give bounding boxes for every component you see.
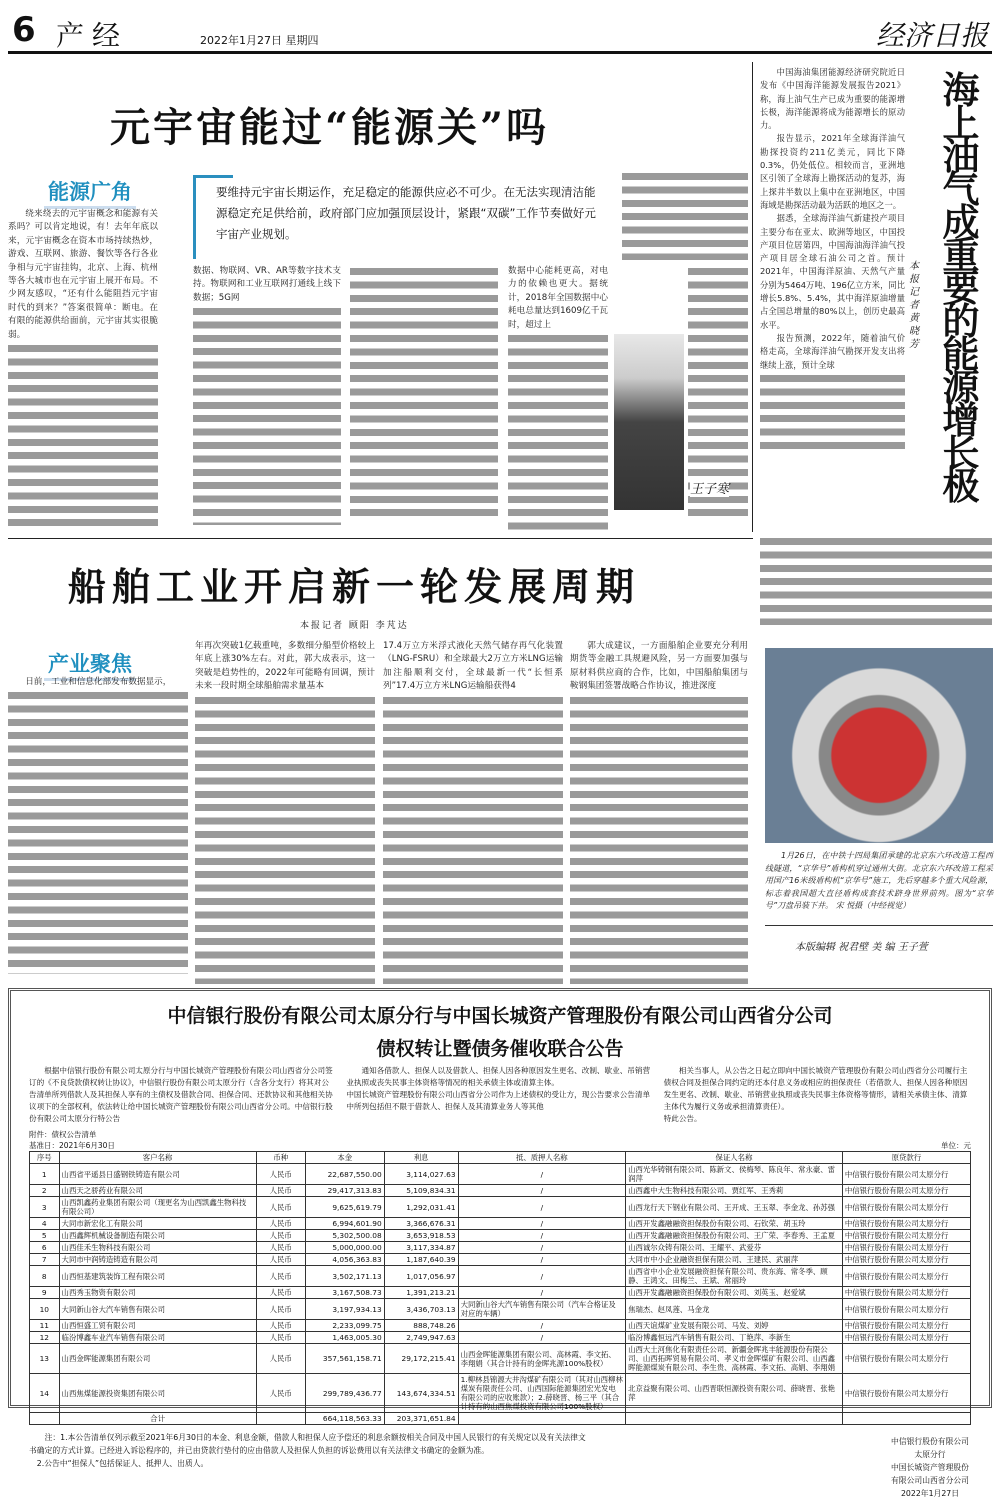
issue-date: 2022年1月27日 星期四 bbox=[200, 34, 319, 47]
story3-col2: 年再次突破1亿载重吨，多数细分船型价格较上年底上涨30%左右。对此，郭大成表示，这一突破是趋势性的，2022年可能略有回调，预计未来一段时期全球船舶需求量基本 bbox=[195, 640, 375, 985]
table-cell: 3,366,676.31 bbox=[384, 1218, 458, 1230]
table-cell: 北京益聚有限公司、山西晋联恒源投资有限公司、薛晓晋、张艳萍 bbox=[626, 1374, 843, 1413]
table-cell: 1,187,640.39 bbox=[384, 1254, 458, 1266]
table-cell: 5,302,500.08 bbox=[305, 1230, 384, 1242]
kicker-industry: 产业聚焦 bbox=[30, 648, 150, 681]
notice-text bbox=[29, 1065, 971, 1125]
table-cell: 大同市中润铸造铸造有限公司 bbox=[59, 1254, 256, 1266]
headline-shipbuilding: 船舶工业开启新一轮发展周期 bbox=[68, 564, 641, 609]
table-cell: / bbox=[458, 1197, 626, 1218]
author-photo bbox=[614, 290, 684, 510]
table-cell: 中信银行股份有限公司太原分行 bbox=[842, 1254, 970, 1266]
news-photo-tunnel-boring bbox=[765, 648, 993, 843]
table-cell: 山西大土河焦化有限责任公司、新疆金晖兆丰能源股份有限公司、山西拓晖贸易有限公司、孝义市金晖煤矿有限公司、山西鑫晖能源煤炭有限公司、李生贵、高林霞、李文拓、高娟、李翔娟 bbox=[626, 1344, 843, 1374]
table-cell: 大同市中小企业融资担保有限公司、王建民、武丽萍 bbox=[626, 1254, 843, 1266]
story1-col1: 绕来绕去的元宇宙概念和能源有关系吗？可以肯定地说，有！去年年底以来，元宇宙概念在资本市场持续热炒，游戏、互联网、旅游、餐饮等各行各业争相与元宇宙挂钩，北京、上海、杭州等各大城市也在元宇宙上展开布局。不少网友感叹，“还有什么能阻挡元宇宙时代的到来？”答案很简单：断电。在有限的能源供给面前，元宇宙其实很脆弱。 bbox=[8, 208, 158, 520]
total-principal: 664,118,563.33 bbox=[305, 1413, 384, 1425]
table-cell: / bbox=[458, 1242, 626, 1254]
table-cell: 5,000,000.00 bbox=[305, 1242, 384, 1254]
table-cell: 大同市新宏化工有限公司 bbox=[59, 1218, 256, 1230]
table-cell: 中信银行股份有限公司太原分行 bbox=[842, 1218, 970, 1230]
table-row bbox=[30, 1242, 971, 1254]
table-cell: / bbox=[458, 1185, 626, 1197]
table-cell: 2 bbox=[30, 1185, 60, 1197]
table-cell: 山西恒基建筑装饰工程有限公司 bbox=[59, 1266, 256, 1287]
table-row bbox=[30, 1185, 971, 1197]
total-label: 合计 bbox=[59, 1413, 256, 1425]
table-cell: 299,789,436.77 bbox=[305, 1374, 384, 1413]
column-header: 序号 bbox=[30, 1152, 60, 1164]
text-block bbox=[570, 694, 748, 984]
table-cell: 山西鑫中大生物科技有限公司、贾红军、王秀莉 bbox=[626, 1185, 843, 1197]
table-header-row bbox=[30, 1152, 971, 1164]
signers bbox=[589, 1431, 971, 1500]
table-cell: 中信银行股份有限公司太原分行 bbox=[842, 1185, 970, 1197]
signer-1: 中信银行股份有限公司太原分行 bbox=[891, 1437, 969, 1459]
table-cell: 中信银行股份有限公司太原分行 bbox=[842, 1230, 970, 1242]
table-cell: 山西开发鑫融融资担保股份有限公司、石钦荣、胡玉玲 bbox=[626, 1218, 843, 1230]
sign-date: 2022年1月27日 bbox=[900, 1489, 960, 1498]
table-cell: 6 bbox=[30, 1242, 60, 1254]
table-cell: 3,117,334.87 bbox=[384, 1242, 458, 1254]
table-cell: 人民币 bbox=[256, 1218, 305, 1230]
notes bbox=[29, 1431, 589, 1500]
table-cell: 山西诚尔众铸有限公司、王耀平、武爱芬 bbox=[626, 1242, 843, 1254]
section-divider bbox=[8, 538, 753, 539]
table-cell: 1,391,213.21 bbox=[384, 1287, 458, 1299]
table-cell: 1,463,005.30 bbox=[305, 1332, 384, 1344]
table-row bbox=[30, 1218, 971, 1230]
table-cell: 11 bbox=[30, 1320, 60, 1332]
column-header: 保证人名称 bbox=[626, 1152, 843, 1164]
table-cell: 人民币 bbox=[256, 1332, 305, 1344]
table-cell: 14 bbox=[30, 1374, 60, 1413]
table-cell: 山西天谊煤矿业发展有限公司、马发、刘婷 bbox=[626, 1320, 843, 1332]
table-row bbox=[30, 1266, 971, 1287]
page-number: 6 bbox=[12, 10, 36, 50]
table-cell: 7 bbox=[30, 1254, 60, 1266]
table-cell: 1.柳林县锦源大井沟煤矿有限公司（其对山西柳林煤炭有限责任公司、山西国际能源集团宏光发电有限公司的应收账款）；2.薛晓晋、杨三平（其合计持有的山西焦煤投资有限公司100%股权） bbox=[458, 1374, 626, 1413]
table-row bbox=[30, 1254, 971, 1266]
signer-2: 中国长城资产管理股份有限公司山西省分公司 bbox=[891, 1463, 969, 1485]
masthead bbox=[8, 10, 992, 54]
table-cell: 山西凯鑫药业集团有限公司（现更名为山西凯鑫生物科技有限公司） bbox=[59, 1197, 256, 1218]
table-cell: 临汾博鑫恒远汽车销售有限公司、丁艳萍、李新生 bbox=[626, 1332, 843, 1344]
table-cell: 山西恒盛工贸有限公司 bbox=[59, 1320, 256, 1332]
table-row bbox=[30, 1230, 971, 1242]
notice-title-2: 债权转让暨债务催收联合公告 bbox=[376, 1038, 624, 1060]
story1-col4: 数据中心能耗更高，对电力的依赖也更大。据统计，2018年全国数据中心耗电总量达到1609亿千瓦时，超过上 bbox=[508, 265, 608, 520]
table-cell: 大同新山谷大汽车销售有限公司（汽车合格证及对应的车辆） bbox=[458, 1299, 626, 1320]
table-cell: 山西天之骄药业有限公司 bbox=[59, 1185, 256, 1197]
table-cell: 3,502,171.13 bbox=[305, 1266, 384, 1287]
table-cell: 中信银行股份有限公司太原分行 bbox=[842, 1242, 970, 1254]
table-cell: 人民币 bbox=[256, 1242, 305, 1254]
table-cell: 3,197,934.13 bbox=[305, 1299, 384, 1320]
text-block bbox=[195, 694, 375, 984]
table-cell: 中信银行股份有限公司太原分行 bbox=[842, 1299, 970, 1320]
pullquote-text: 要维持元宇宙长期运作，充足稳定的能源供应必不可少。在无法实现清洁能源稳定充足供给前，政府部门应加强顶层设计，紧跟“双碳”工作节奏做好元宇宙产业规划。 bbox=[216, 185, 596, 241]
column-rule bbox=[752, 62, 753, 532]
table-cell: 人民币 bbox=[256, 1320, 305, 1332]
table-cell: 人民币 bbox=[256, 1164, 305, 1185]
notice-title-1: 中信银行股份有限公司太原分行与中国长城资产管理股份有限公司山西省分公司 bbox=[167, 1005, 833, 1027]
pullquote-corner bbox=[193, 175, 233, 178]
table-row bbox=[30, 1287, 971, 1299]
table-cell: 6,994,601.90 bbox=[305, 1218, 384, 1230]
table-cell: 中信银行股份有限公司太原分行 bbox=[842, 1332, 970, 1344]
story2-byline: 本报记者 黄晓芳 bbox=[909, 261, 919, 350]
story2-body-wide bbox=[760, 535, 992, 625]
table-cell: 2,749,947.63 bbox=[384, 1332, 458, 1344]
table-cell: 3,114,027.63 bbox=[384, 1164, 458, 1185]
story1-col3 bbox=[350, 265, 498, 520]
table-cell: / bbox=[458, 1266, 626, 1287]
text-block bbox=[8, 689, 188, 974]
table-cell: 29,417,313.83 bbox=[305, 1185, 384, 1197]
table-cell: 山西金晖能源集团有限公司、高林霞、李文拓、李翔娟（其合计持有的金晖兆源100%股权） bbox=[458, 1344, 626, 1374]
table-cell: / bbox=[458, 1254, 626, 1266]
base-date bbox=[29, 1140, 971, 1151]
table-row bbox=[30, 1344, 971, 1374]
note-2: 2.公告中“担保人”包括保证人、抵押人、出质人。 bbox=[36, 1459, 209, 1468]
table-cell: 4 bbox=[30, 1218, 60, 1230]
table-cell: 山西秀玉物资有限公司 bbox=[59, 1287, 256, 1299]
table-cell: 山西省中小企业发展融资担保有限公司、贵东海、常冬季、顾静、王鸿文、田梅兰、王斌、常丽玲 bbox=[626, 1266, 843, 1287]
debt-table bbox=[29, 1151, 971, 1425]
table-cell: 9,625,619.79 bbox=[305, 1197, 384, 1218]
table-cell: 中信银行股份有限公司太原分行 bbox=[842, 1287, 970, 1299]
table-cell: 人民币 bbox=[256, 1185, 305, 1197]
table-cell: 山西鑫辉机械设备制造有限公司 bbox=[59, 1230, 256, 1242]
table-cell: 22,687,550.00 bbox=[305, 1164, 384, 1185]
notice-footer bbox=[29, 1431, 971, 1500]
table-cell: 1,292,031.41 bbox=[384, 1197, 458, 1218]
table-cell: 山西佳禾生物科技有限公司 bbox=[59, 1242, 256, 1254]
column-header: 币种 bbox=[256, 1152, 305, 1164]
table-cell: 3 bbox=[30, 1197, 60, 1218]
table-cell: / bbox=[458, 1218, 626, 1230]
notice-text-col2: 通知各借款人、担保人以及借款人、担保人因各种原因发生更名、改制、歇业、吊销营业执照或丧失民事主体资格等情况的相关承债主体或清算主体。 中国长城资产管理股份有限公司山西省分公司作为上述债权的受让方，现公告要求公告清单中所列包括但不限于借款人、担保人及其清算业务人等其他 bbox=[346, 1066, 651, 1111]
table-cell: 中信银行股份有限公司太原分行 bbox=[842, 1197, 970, 1218]
table-cell: 8 bbox=[30, 1266, 60, 1287]
table-cell: 临汾博鑫车业汽车销售有限公司 bbox=[59, 1332, 256, 1344]
table-cell: 中信银行股份有限公司太原分行 bbox=[842, 1374, 970, 1413]
story3-col1: 日前，工业和信息化部发布数据显示， bbox=[8, 676, 188, 981]
table-cell: 1 bbox=[30, 1164, 60, 1185]
column-header: 原贷款行 bbox=[842, 1152, 970, 1164]
note-1: 注：1.本公告清单仅列示截至2021年6月30日的本金、利息金额，借款人和担保人应予偿还的利息余额按相关合同及中国人民银行的有关规定以及有关法律文书确定的方式计算。已经进入诉讼程序的，并已由贷款行垫付的应由借款人及担保人负担的诉讼费用以有关法律文书确定的金额为准。 bbox=[29, 1433, 586, 1455]
text-block bbox=[8, 342, 158, 532]
story1-col5 bbox=[622, 170, 748, 260]
table-cell: 1,017,056.97 bbox=[384, 1266, 458, 1287]
page-editors: 本版编辑 祝君壁 美 编 王子萱 bbox=[795, 942, 928, 953]
table-row bbox=[30, 1164, 971, 1185]
table-cell: 3,167,508.73 bbox=[305, 1287, 384, 1299]
table-row bbox=[30, 1374, 971, 1413]
table-row bbox=[30, 1320, 971, 1332]
newspaper-logo: 经济日报 bbox=[875, 19, 988, 52]
table-cell: 143,674,334.51 bbox=[384, 1374, 458, 1413]
table-cell: 888,748.26 bbox=[384, 1320, 458, 1332]
table-total-row bbox=[30, 1413, 971, 1425]
story1-col2: 数据、物联网、VR、AR等数字技术支持。物联网和工业互联网打通线上线下数据；5G网 bbox=[193, 265, 341, 520]
table-row bbox=[30, 1197, 971, 1218]
photo-caption: 1月26日，在中铁十四局集团承建的北京东六环改造工程西线隧道，“京华号”盾构机穿过通州大街。北京东六环改造工程采用国产16米级盾构机“京华号”施工，先后穿越多个重大风险源，标志着我国超大直径盾构成套技术跻身世界前列。图为“京华号”刀盘吊装下井。 宋 悦摄（中经视觉） bbox=[765, 851, 993, 910]
table-cell: 人民币 bbox=[256, 1299, 305, 1320]
column-header: 本金 bbox=[305, 1152, 384, 1164]
table-cell: 29,172,215.41 bbox=[384, 1344, 458, 1374]
column-header: 客户名称 bbox=[59, 1152, 256, 1164]
table-cell: / bbox=[458, 1287, 626, 1299]
table-row bbox=[30, 1332, 971, 1344]
table-cell: 13 bbox=[30, 1344, 60, 1374]
column-header: 利息 bbox=[384, 1152, 458, 1164]
pullquote bbox=[193, 175, 613, 259]
table-cell: / bbox=[458, 1332, 626, 1344]
text-block bbox=[383, 694, 563, 984]
table-cell: 12 bbox=[30, 1332, 60, 1344]
table-cell: 中信银行股份有限公司太原分行 bbox=[842, 1320, 970, 1332]
table-cell: / bbox=[458, 1230, 626, 1242]
table-cell: 4,056,363.83 bbox=[305, 1254, 384, 1266]
caption-rule bbox=[765, 925, 993, 926]
table-cell: 中信银行股份有限公司太原分行 bbox=[842, 1266, 970, 1287]
table-cell: 中信银行股份有限公司太原分行 bbox=[842, 1164, 970, 1185]
table-cell: 山西省平遥县日盛钢铁铸造有限公司 bbox=[59, 1164, 256, 1185]
table-cell: 3,653,918.53 bbox=[384, 1230, 458, 1242]
story3-byline: 本报记者 顾阳 李芃达 bbox=[300, 621, 409, 631]
table-cell: 山西光华铸钢有限公司、陈新文、侯梅琴、陈良年、常永豪、雷润萍 bbox=[626, 1164, 843, 1185]
table-cell: 人民币 bbox=[256, 1344, 305, 1374]
table-row bbox=[30, 1299, 971, 1320]
table-cell: 人民币 bbox=[256, 1197, 305, 1218]
notice-text-col3: 相关当事人，从公告之日起立即向中国长城资产管理股份有限公司山西省分公司履行主债权合同及担保合同约定的还本付息义务或相应的担保责任（若借款人、担保人因各种原因发生更名、改制、歇业、吊销营业执照或丧失民事主体资格等情形，请相关承债主体、清算主体代为履行义务或承担清算责任）。 特此公告。 bbox=[663, 1066, 968, 1123]
table-cell: 10 bbox=[30, 1299, 60, 1320]
headline-metaverse: 元宇宙能过“能源关”吗 bbox=[110, 104, 550, 151]
table-cell: 焦瑞杰、赵凤莲、马金龙 bbox=[626, 1299, 843, 1320]
table-cell: 5 bbox=[30, 1230, 60, 1242]
table-cell: 3,436,703.13 bbox=[384, 1299, 458, 1320]
table-cell: 人民币 bbox=[256, 1374, 305, 1413]
table-cell: 人民币 bbox=[256, 1230, 305, 1242]
table-cell: 2,233,099.75 bbox=[305, 1320, 384, 1332]
table-cell: 5,109,834.31 bbox=[384, 1185, 458, 1197]
table-cell: / bbox=[458, 1320, 626, 1332]
table-cell: 大同新山谷大汽车销售有限公司 bbox=[59, 1299, 256, 1320]
table-cell: 中信银行股份有限公司太原分行 bbox=[842, 1344, 970, 1374]
text-block bbox=[193, 305, 341, 525]
table-cell: 山西开发鑫融融资担保股份有限公司、刘英玉、赵爱斌 bbox=[626, 1287, 843, 1299]
table-cell: 山西开发鑫融融资担保股份有限公司、王广荣、李春秀、王孟夏 bbox=[626, 1230, 843, 1242]
table-cell: 人民币 bbox=[256, 1266, 305, 1287]
story2-title: 海上油气成重要的能源增长极 bbox=[942, 69, 980, 508]
table-cell: 山西龙行天下钢业有限公司、王开成、王玉翠、李金龙、孙苏强 bbox=[626, 1197, 843, 1218]
table-cell: 357,561,158.71 bbox=[305, 1344, 384, 1374]
author-signature: 王子寒 bbox=[690, 478, 729, 497]
table-cell: 9 bbox=[30, 1287, 60, 1299]
table-cell: 山西金晖能源集团有限公司 bbox=[59, 1344, 256, 1374]
kicker-energy: 能源广角 bbox=[30, 176, 150, 209]
base-date-text: 基准日：2021年6月30日 bbox=[29, 1141, 115, 1150]
story3-col3: 17.4万立方米浮式液化天然气储存再气化装置（LNG-FSRU）和全球最大2万立方米LNG运输加注船顺利交付，全球最新一代“长恒系列”17.4万立方米LNG运输船获得4 bbox=[383, 640, 563, 985]
table-cell: 人民币 bbox=[256, 1254, 305, 1266]
text-block bbox=[508, 332, 608, 532]
table-cell: / bbox=[458, 1164, 626, 1185]
table-cell: 人民币 bbox=[256, 1287, 305, 1299]
column-header: 抵、质押人名称 bbox=[458, 1152, 626, 1164]
section-name: 产经 bbox=[56, 19, 129, 52]
unit-label: 单位：元 bbox=[941, 1141, 971, 1150]
attachment-label: 附件：债权公告清单 bbox=[29, 1130, 97, 1139]
notice-text-col1: 根据中信银行股份有限公司太原分行与中国长城资产管理股份有限公司山西省分公司签订的《不良贷款债权转让协议》，中信银行股份有限公司太原分行（含各分支行）将其对公告清单所列借款人及其担保人享有的主债权及借款合同、担保合同、还款协议和其他相关协议项下的全部权利，依法转让给中国长城资产管理股份有限公司山西省分公司。中信银行股份有限公司太原分行特公告 bbox=[29, 1066, 333, 1123]
legal-notice bbox=[8, 988, 992, 1498]
total-interest: 203,371,651.84 bbox=[384, 1413, 458, 1425]
text-block bbox=[760, 372, 905, 452]
story2-body: 中国海油集团能源经济研究院近日发布《中国海洋能源发展报告2021》称，海上油气生产已成为重要的能源增长极，海洋能源将成为能源增长的原动力。 报告显示，2021年全球海洋油气勘探投资约211亿美元，同比下降0.3%，仍处低位。相较而言，亚洲地区引领了全球海上勘探活动的复苏，海上探井半数以上集中在亚洲地区，中国海域是勘探活动最为活跃的地区之一。 据悉，全球海洋油气新建投产项目主要分布在亚太、欧洲等地区，中国投产项目位居第四，中国海油海洋油气投产项目居全球石油公司之首。预计2021年，中国海洋原油、天然气产量分别为5464万吨、196亿立方米，同比增长5.8%、5.4%，其中海洋原油增量占全国总增量的80%以上，创历史最高水平。 报告预测，2022年，随着油气价格走高，全球海洋油气勘探开发支出将继续上涨，预计全球 bbox=[760, 66, 905, 536]
table-cell: 山西焦煤能源投资集团有限公司 bbox=[59, 1374, 256, 1413]
story3-col4: 郭大成建议，一方面船舶企业要充分利用期货等金融工具规避风险，另一方面要加强与原材料供应商的合作，比如，中国船舶集团与鞍钢集团签署战略合作协议，推进深度 bbox=[570, 640, 748, 985]
